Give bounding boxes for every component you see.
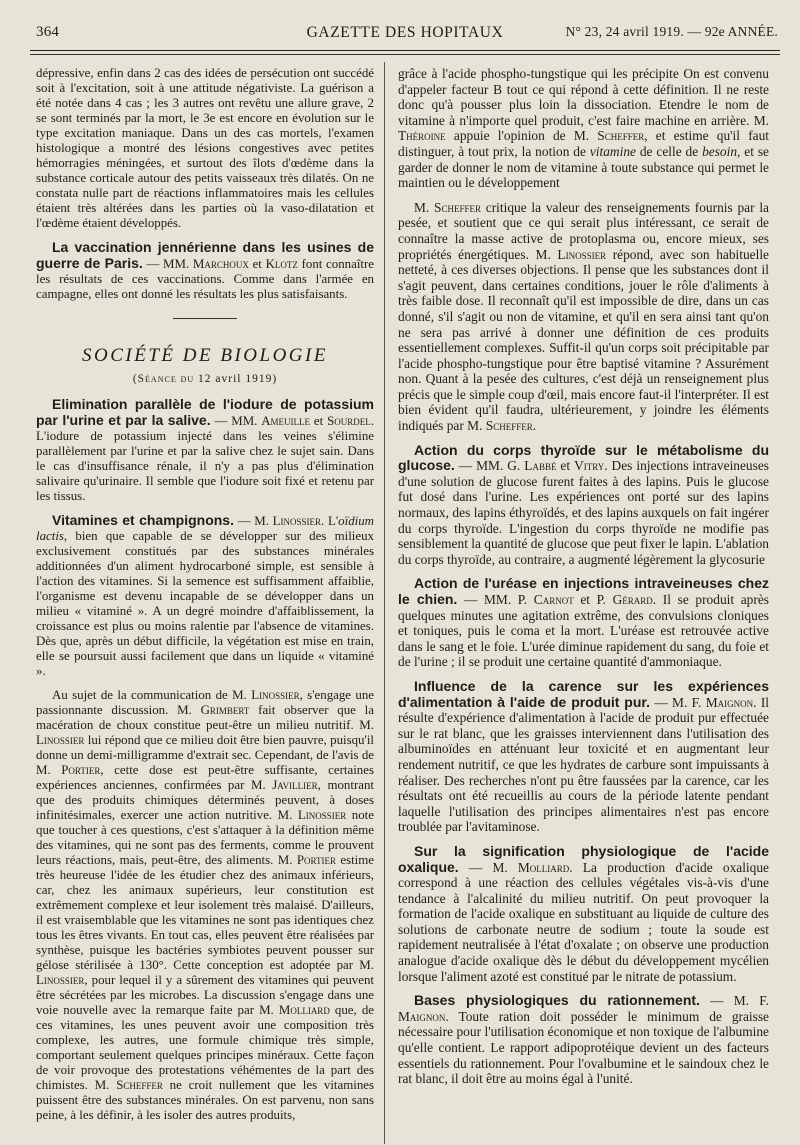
article-vaccination: La vaccination jennérienne dans les usines de guerre de Paris. — MM. Marchoux et Klotz font connaître les résultats de ces vaccinations. Comme dans l'armée en campagne, elles ont donné les résultats les plus satisfaisants. <box>36 239 375 301</box>
left-column <box>36 66 374 1132</box>
section-divider <box>173 318 237 319</box>
discussion-paragraph: Au sujet de la communication de M. Linossier, s'engage une passionnante discussion. M. Grimbert fait observer que la macération de choux constitue peut-être un milieu nutritif. M. Linossier lui répond que ce milieu doit être bien pauvre, puisqu'il donne un demi-milligramme d'extrait sec. Cependant, de l'avis de M. Portier, cette dose est peut-être suffisante, certaines expériences anciennes, confirmées par M. Javillier, montrant que des produits chimiques déterminés peuvent, à doses infinitésimales, exercer une action nutritive. M. Linossier note que toucher à ces questions, c'est s'attaquer à la définition même des vitamines, qui ne sont pas des ferments, comme le prouvent leurs réactions, mais, peut-être, des aliments. M. Portier estime très heureuse l'idée de les étudier chez des animaux inférieurs, car, chez les animaux supérieurs, leur constitution est extrêmement complexe et leur isolement très malaisé. D'ailleurs, il est vraisemblable que les vitamines ne sont pas identiques chez tous les êtres vivants. En tout cas, elles peuvent être réalisées par synthèse, puisque les bactéries symbiotes peuvent pousser sur gélose stérilisée à 130°. Cette conception est adoptée par M. Linossier, pour lequel il y a sûrement des vitamines qui peuvent être sécrétées par les microbes. La discussion s'engage dans une voie nouvelle avec la remarque faite par M. Molliard que, de ces vitamines, les unes peuvent avoir une composition très complexe, les autres, une formule chimique très simple, comportant seulement quelques principes minéraux. Cette façon de voir provoque des protestations véhémentes de la part des chimistes. M. Scheffer ne croit nullement que les vitamines puissent être des substances minérales. On est parvenu, non sans peine, à les définir, à les isoler des autres produits, <box>36 688 375 1122</box>
paragraph: grâce à l'acide phospho-tungstique qui les précipite On est convenu d'appeler facteur B tout ce qui répond à cette définition. Il ne reste donc qu'à pousser plus loin la dissociation. Etendre le nom de vitamine à n'importe quel produit, c'est faire machine en arrière. M. Théroine appuie l'opinion de M. Scheffer, et estime qu'il faut distinguer, à tout prix, la notion de vitamine de celle de besoin, et se garder de donner le nom de vitamine à toute substance qui permet le maintien ou le développement <box>398 66 770 191</box>
article-oxalique: Sur la signification physiologique de l'acide oxalique. — M. Molliard. La production d'acide oxalique correspond à une réaction des cellules végétales vis-à-vis d'une tendance à l'alcalinité du milieu nutritif. On peut provoquer la formation de l'acide oxalique en substituant au liquide de culture des solutions de carbonate neutre de sodium ; toute la soude est rapidement neutralisée à l'état d'oxalate ; on observe une production analogue d'acide oxalique dès le début du développement mycélien lorsque l'aliment azoté est constitué par le nitrate de potassium. <box>398 842 769 984</box>
article-heading: Action de l'uréase en injections intraveineuses chez le chien. <box>398 575 769 607</box>
article-rationnement: Bases physiologiques du rationnement. — M. F. Maignon. Toute ration doit posséder le minimum de graisse nécessaire pour l'utilisation économique et non toxique de l'albumine qu'elle contient. Le rapport adipoprotéique devient un des facteurs essentiels du rationnement. Pour l'ovalbumine et le saindoux chez le rat blanc, il doit être au moins égal à l'unité. <box>398 992 769 1087</box>
section-subtitle: (Séance du 12 avril 1919) <box>132 373 278 385</box>
article-heading: La vaccination jennérienne dans les usines de guerre de Paris. <box>36 239 374 271</box>
author-name: Linossier <box>272 514 322 528</box>
article-heading: Vitamines et champignons. <box>52 512 234 528</box>
paragraph: dépressive, enfin dans 2 cas des idées de persécution ont succédé soit à l'excitation, soit à une attitude négativiste. La guérison a été notée dans 4 cas ; les 3 autres ont revêtu une allure grave, 2 se sont terminés par la mort, le 3e est encore en évolution sur le type excitation maniaque. Dans un des cas mortels, l'examen histologique a montré des lésions congestives avec petites hémorragies méningées, et surtout des îlots d'œdème dans la substance corticale autour des petits vaisseaux très dilatés. On ne constata nulle part de réactions inflammatoires mais les cellules étaient très altérées dans les parties où la vaso-dilatation et l'œdème étaient développés. <box>36 66 374 230</box>
right-column <box>398 66 769 1096</box>
article-elimination: Elimination parallèle de l'iodure de potassium par l'urine et par la salive. — MM. Ameuille et Sourdel. L'iodure de potassium injecté dans les veines s'élimine parallèlement par l'urine et par la salive chez le sujet sain. Dans le cas d'insuffisance rénale, il n'y a pas plus d'élimination salivaire qu'urinaire. Il semble que l'iodure soit fixé et retenu par les tissus. <box>36 396 374 503</box>
author-name: Marchoux <box>192 257 249 271</box>
author-name: Klotz <box>265 257 298 271</box>
article-thyroide: Action du corps thyroïde sur le métabolisme du glucose. — MM. G. Labbé et Vitry. Des injections intraveineuses d'une solution de glucose furent faites à des lapins. Puis le glucose fut dosé dans l'urine. Les expériences ont porté sur des lapins normaux, des lapins éthyroïdés, et des lapins auxquels on fait ingérer du corps thyroïde. L'ingestion du corps thyroïde ne modifie pas sensiblement la quantité de glucose que peut fixer le lapin. L'ablation du corps thyroïde, au contraire, a augmenté légèrement la glycosurie <box>398 441 769 567</box>
author-name: Ameuille <box>261 414 311 428</box>
article-heading: Bases physiologiques du rationnement. <box>414 992 700 1009</box>
journal-title: GAZETTE DES HOPITAUX <box>306 24 504 41</box>
column-divider <box>384 62 385 1144</box>
page-number: 364 <box>36 24 60 40</box>
paragraph: M. Scheffer critique la valeur des renseignements fournis par la pesée, et soutient que ce qui serait plus intéressant, ce serait de connaître la masse active de protoplasma ou, encore mieux, ses propriétés énergétiques. M. Linossier répond, avec son habituelle netteté, à ces diverses objections. Il pense que les substances dont il s'agit peuvent, dans certaines conditions, jouer le rôle d'aliments à très faible dose. Il reconnaît qu'il est impossible de dire, dans un cas donné, s'il s'agit ou non de vitamine, et qu'il en sera ainsi tant qu'on ne sera pas arrivé à donner une définition de ces produits essentiellement complexes. Suffit-il qu'un corps soit précipitable par l'acide phospho-tungstique pour être baptisé vitamine ? Assurément non. Quant à la pesée des cultures, c'est déjà un renseignement plus précis que le simple coup d'œil, mais encore faut-il l'interpréter. Il est bien évident qu'il faudra, ultérieurement, y joindre les éléments indiqués par M. Scheffer. <box>398 199 770 434</box>
article-vitamines: Vitamines et champignons. — M. Linossier. L'oïdium lactis, bien que capable de se développer sur des milieux exclusivement constitués par des substances minérales additionnées d'un aliment hydrocarboné simple, est sensible à l'action des vitamines. Si la semence est suffisamment affaiblie, l'organisme est devenu incapable de se développer dans un milieu « vitaminé ». A un degré moindre d'affaiblissement, la croissance est plus ou moins ralentie par l'absence de vitamines. Dès que, après un début difficile, la végétation est mise en train, elle se poursuit aussi facilement que dans un liquide « vitaminé ». <box>36 512 374 678</box>
page-header <box>30 24 780 46</box>
author-name: Sourdel <box>327 414 371 428</box>
article-heading: Elimination parallèle de l'iodure de potassium par l'urine et par la salive. <box>36 396 374 428</box>
article-urease: Action de l'uréase en injections intraveineuses chez le chien. — MM. P. Carnot et P. Gérard. Il se produit après quelques minutes une agitation extrême, des convulsions cloniques et toniques, puis le coma et la mort. L'uréase est retrouvée active dans le sang et le foie. L'urée diminue rapidement du sang, du foie et de l'urine ; il se produit une certaine quantité d'ammoniaque. <box>398 575 769 670</box>
header-rule-thin <box>30 54 780 55</box>
issue-info: N° 23, 24 avril 1919. — 92e ANNÉE. <box>565 24 778 39</box>
article-heading: Action du corps thyroïde sur le métabolisme du glucose. <box>398 441 769 474</box>
header-rule <box>30 50 780 51</box>
section-title: SOCIÉTÉ DE BIOLOGIE <box>82 345 328 366</box>
article-carence: Influence de la carence sur les expériences d'alimentation à l'aide de produit pur. — M. F. Maignon. Il résulte d'expérience d'alimentation à l'acide de produit pur effectuée sur le rat blanc, que les graisses interviennent dans l'utilisation des albuminoïdes en atténuant leur toxicité et en augmentant leur rendement nutritif, ce que les hydrates de carbure sont impuissants à réaliser. Des recherches n'ont pu être faussées par la carence, car les résultats ont été recueillis au cours de la période latente pendant laquelle l'utilisation des principes alimentaires n'est pas encore troublée par l'avitaminose. <box>398 677 769 835</box>
article-heading: Influence de la carence sur les expériences d'alimentation à l'aide de produit pur. <box>398 677 769 710</box>
article-heading: Sur la signification physiologique de l'acide oxalique. <box>398 842 769 875</box>
